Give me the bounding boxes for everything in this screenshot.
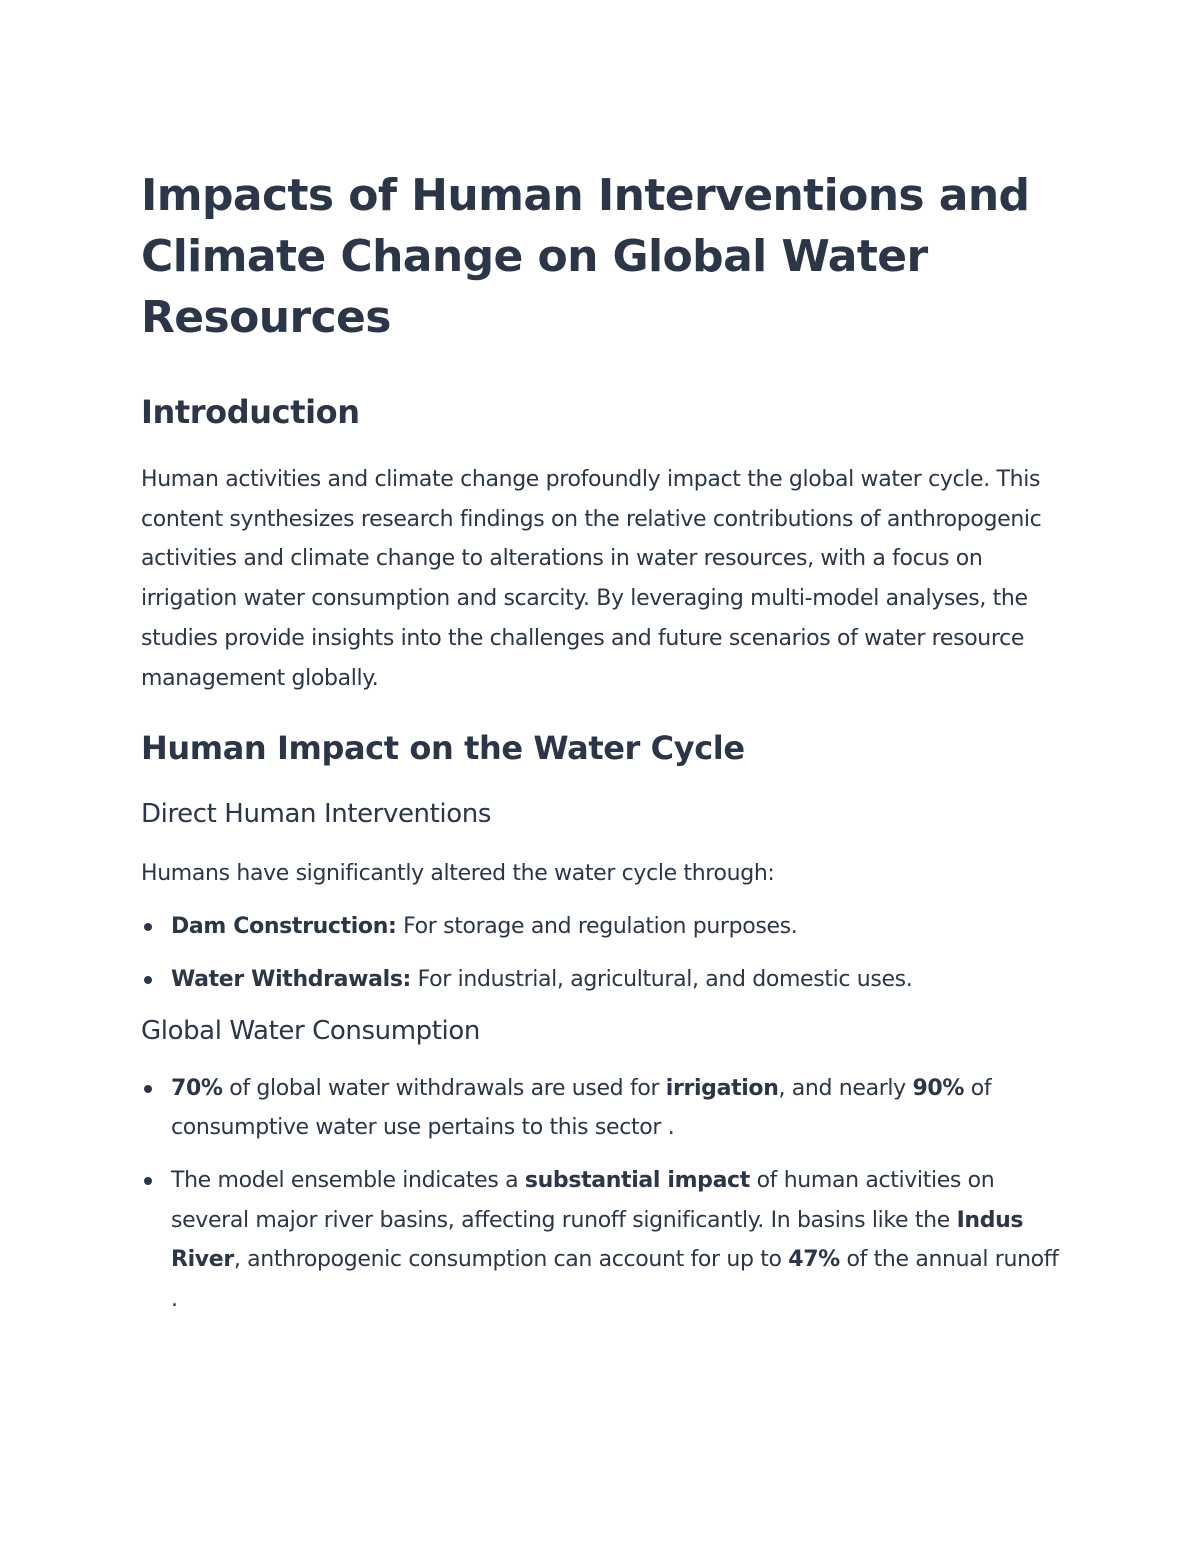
highlight-text: substantial impact [524,1168,750,1194]
list-item-text: For storage and regulation purposes. [396,914,798,940]
introduction-heading: Introduction [141,393,360,431]
list-item-term: Water Withdrawals: [171,966,412,992]
list-item [141,1161,1071,1320]
direct-interventions-lead: Humans have significantly altered the water cycle through: [141,861,775,887]
bullet-icon [144,1177,152,1185]
list-item [141,1069,1071,1148]
list-item-text: of human activities on several major river basins, affecting runoff significantly. In basins like the [171,1168,995,1233]
list-item [141,960,1071,1000]
list-item [141,907,1071,947]
introduction-paragraph: Human activities and climate change profoundly impact the global water cycle. This content synthesizes research findings on the relative contributions of anthropogenic activities and climate change to alterations in water resources, with a focus on irrigation water consumption and scarcity. By leveraging multi-model analyses, the studies provide insights into the challenges and future scenarios of water resource management globally. [141,467,1042,691]
list-item-text: For industrial, agricultural, and domestic uses. [411,966,913,992]
bullet-icon [144,976,152,984]
list-item-text: of global water withdrawals are used for [222,1075,666,1101]
subheading-direct-interventions: Direct Human Interventions [141,799,491,830]
highlight-text: 47% [788,1247,840,1273]
subheading-global-consumption: Global Water Consumption [141,1015,480,1046]
document-page [141,165,1071,1333]
highlight-text: Indus River [171,1207,1024,1273]
bullet-icon [144,923,152,931]
bullet-icon [144,1085,152,1093]
direct-interventions-list [141,907,1071,999]
highlight-text: irrigation [665,1075,779,1101]
highlight-text: 70% [171,1075,223,1101]
list-item-text: The model ensemble indicates a [171,1168,525,1194]
global-consumption-list [141,1069,1071,1320]
list-item-text: of the annual runoff . [171,1247,1059,1313]
section-heading-human-impact: Human Impact on the Water Cycle [141,729,745,768]
highlight-text: 90% [912,1075,965,1101]
list-item-text: , anthropogenic consumption can account for up to [233,1247,789,1273]
document-title: Impacts of Human Interventions and Climate Change on Global Water Resources [141,170,1030,343]
list-item-term: Dam Construction: [171,914,397,940]
list-item-text: , and nearly [778,1075,913,1101]
list-item-text: of consumptive water use pertains to this sector . [171,1075,992,1141]
